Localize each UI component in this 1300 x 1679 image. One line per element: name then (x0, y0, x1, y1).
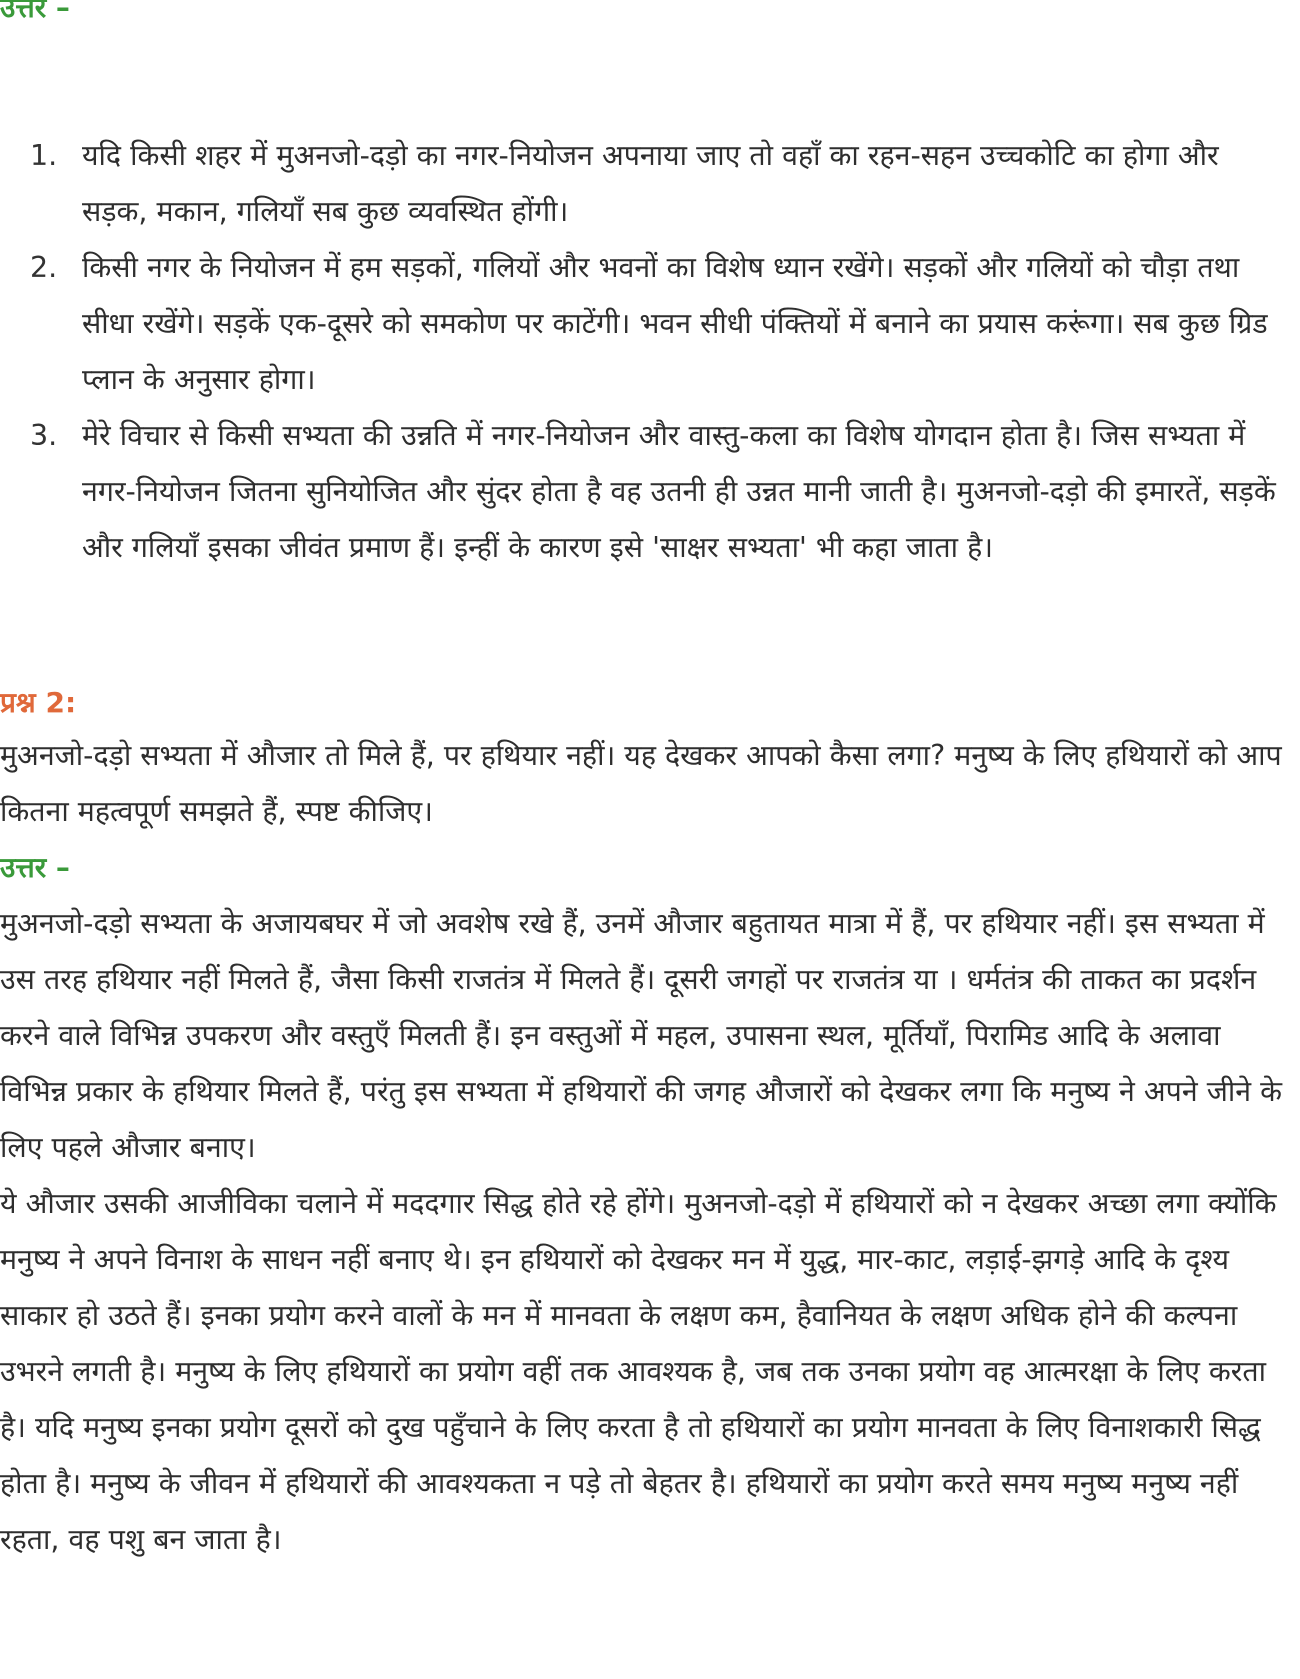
list-item (30, 128, 1290, 240)
list-item (30, 408, 1290, 576)
answer-paragraph: मुअनजो-दड़ो सभ्यता के अजायबघर में जो अवशेष रखे हैं, उनमें औजार बहुतायत मात्रा में हैं, पर हथियार नहीं। इस सभ्यता में उस तरह हथियार नहीं मिलते हैं, जैसा किसी राजतंत्र में मिलते हैं। दूसरी जगहों पर राजतंत्र या । धर्मतंत्र की ताकत का प्रदर्शन करने वाले विभिन्न उपकरण और वस्तुएँ मिलती हैं। इन वस्तुओं में महल, उपासना स्थल, मूर्तियाँ, पिरामिड आदि के अलावा विभिन्न प्रकार के हथियार मिलते हैं, परंतु इस सभ्यता में हथियारों की जगह औजारों को देखकर लगा कि मनुष्य ने अपने जीने के लिए पहले औजार बनाए। (0, 907, 1282, 1164)
list-number: 2. (30, 251, 58, 284)
list-number: 1. (30, 139, 58, 172)
question-text: मुअनजो-दड़ो सभ्यता में औजार तो मिले हैं, पर हथियार नहीं। यह देखकर आपको कैसा लगा? मनुष्य के लिए हथियारों को आप कितना महत्वपूर्ण समझते हैं, स्पष्ट कीजिए। (0, 739, 1282, 828)
answer-list (30, 128, 1290, 576)
list-item-text: मेरे विचार से किसी सभ्यता की उन्नति में नगर-नियोजन और वास्तु-कला का विशेष योगदान होता है। जिस सभ्यता में नगर-नियोजन जितना सुनियोजित और सुंदर होता है वह उतनी ही उन्नत मानी जाती है। मुअनजो-दड़ो की इमारतें, सड़कें और गलियाँ इसका जीवंत प्रमाण हैं। इन्हीं के कारण इसे 'साक्षर सभ्यता' भी कहा जाता है। (82, 419, 1276, 564)
list-number: 3. (30, 419, 58, 452)
answer-paragraph: ये औजार उसकी आजीविका चलाने में मददगार सिद्ध होते रहे होंगे। मुअनजो-दड़ो में हथियारों को न देखकर अच्छा लगा क्योंकि मनुष्य ने अपने विनाश के साधन नहीं बनाए थे। इन हथियारों को देखकर मन में युद्ध, मार-काट, लड़ाई-झगड़े आदि के दृश्य साकार हो उठते हैं। इनका प्रयोग करने वालों के मन में मानवता के लक्षण कम, हैवानियत के लक्षण अधिक होने की कल्पना उभरने लगती है। मनुष्य के लिए हथियारों का प्रयोग वहीं तक आवश्यक है, जब तक उनका प्रयोग वह आत्मरक्षा के लिए करता है। यदि मनुष्य इनका प्रयोग दूसरों को दुख पहुँचाने के लिए करता है तो हथियारों का प्रयोग मानवता के लिए विनाशकारी सिद्ध होता है। मनुष्य के जीवन में हथियारों की आवश्यकता न पड़े तो बेहतर है। हथियारों का प्रयोग करते समय मनुष्य मनुष्य नहीं रहता, वह पशु बन जाता है। (0, 1187, 1277, 1556)
list-item-text: यदि किसी शहर में मुअनजो-दड़ो का नगर-नियोजन अपनाया जाए तो वहाँ का रहन-सहन उच्चकोटि का होगा और सड़क, मकान, गलियाँ सब कुछ व्यवस्थित होंगी। (82, 139, 1219, 228)
question-label: प्रश्न 2: (0, 686, 77, 719)
answer-label: उत्तर – (0, 851, 70, 884)
list-item (30, 240, 1290, 408)
list-item-text: किसी नगर के नियोजन में हम सड़कों, गलियों और भवनों का विशेष ध्यान रखेंगे। सड़कों और गलियों को चौड़ा तथा सीधा रखेंगे। सड़कें एक-दूसरे को समकोण पर काटेंगी। भवन सीधी पंक्तियों में बनाने का प्रयास करूंगा। सब कुछ ग्रिड प्लान के अनुसार होगा। (82, 251, 1268, 396)
answer-label: उत्तर – (0, 0, 70, 24)
answer-body (0, 896, 1290, 1568)
